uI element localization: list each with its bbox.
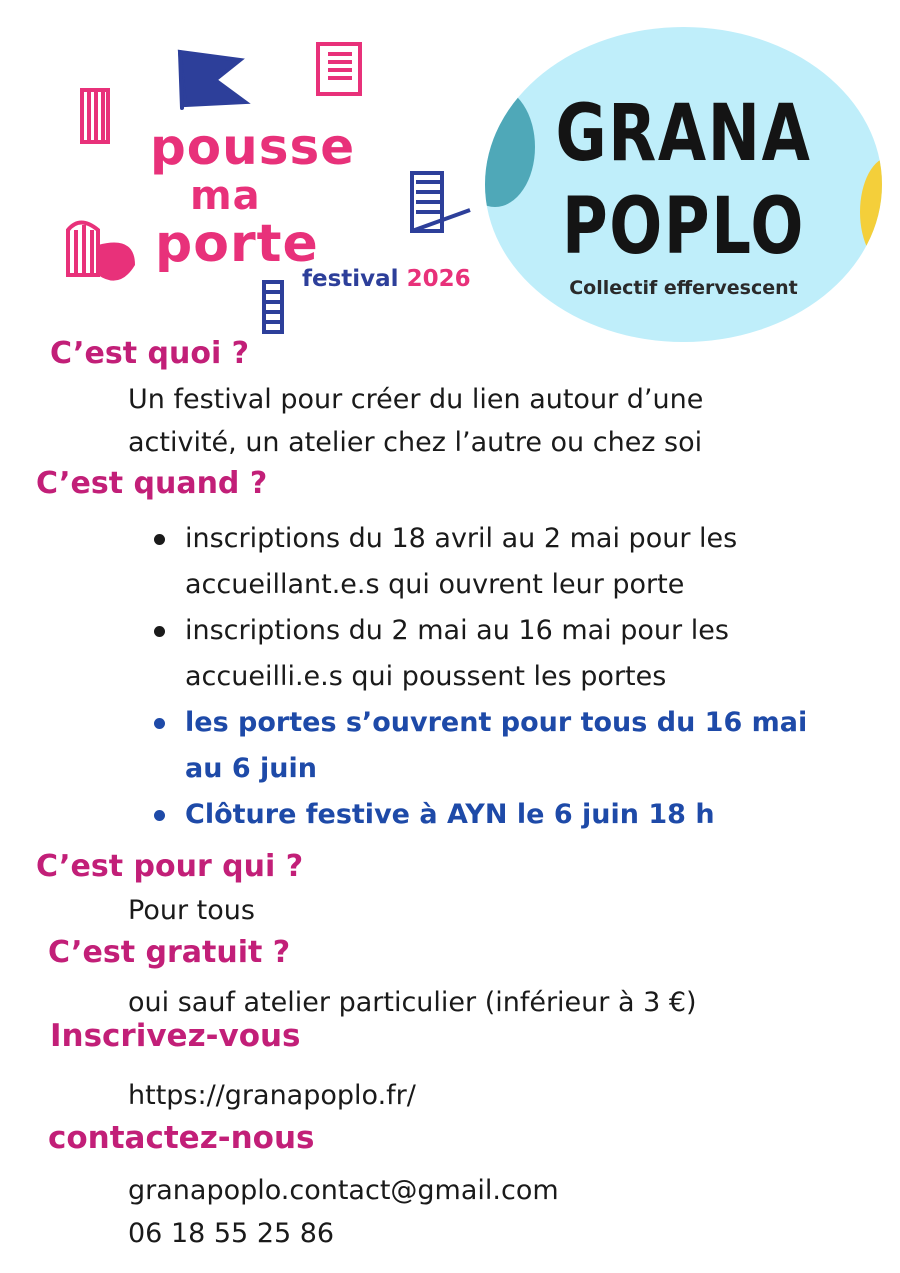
bullet-icon bbox=[154, 626, 165, 637]
quand-list bbox=[150, 516, 890, 838]
heading-gratuit: C’est gratuit ? bbox=[48, 935, 291, 970]
list-item bbox=[150, 792, 890, 838]
contact-details bbox=[128, 1169, 559, 1255]
heading-quand: C’est quand ? bbox=[36, 466, 268, 501]
grana-poplo-logo bbox=[485, 27, 882, 342]
festival-year: 2026 bbox=[406, 266, 471, 292]
list-item bbox=[150, 516, 890, 608]
grana-logo-line2: POPLO bbox=[561, 182, 806, 272]
festival-word: festival bbox=[302, 266, 399, 292]
heading-contact: contactez-nous bbox=[48, 1120, 315, 1156]
list-item bbox=[150, 700, 890, 792]
contact-email[interactable]: granapoplo.contact@gmail.com bbox=[128, 1175, 559, 1206]
list-item-line: au 6 juin bbox=[185, 753, 317, 784]
quoi-line-2: activité, un atelier chez l’autre ou chez soi bbox=[128, 427, 703, 458]
festival-logo-line1: pousse bbox=[150, 118, 356, 176]
list-item-line: accueillant.e.s qui ouvrent leur porte bbox=[185, 569, 685, 600]
bullet-icon bbox=[154, 718, 165, 729]
list-item-line: inscriptions du 18 avril au 2 mai pour les bbox=[185, 523, 738, 554]
heading-quoi: C’est quoi ? bbox=[50, 336, 250, 371]
list-item bbox=[150, 608, 890, 700]
website-link[interactable]: https://granapoplo.fr/ bbox=[128, 1080, 416, 1111]
list-item-line: les portes s’ouvrent pour tous du 16 mai bbox=[185, 707, 808, 738]
heading-inscrivez: Inscrivez-vous bbox=[50, 1018, 301, 1054]
grana-logo-line1: GRANA bbox=[555, 89, 812, 179]
list-item-line: inscriptions du 2 mai au 16 mai pour les bbox=[185, 615, 729, 646]
festival-logo-line3: porte bbox=[155, 214, 319, 274]
list-item-line: accueilli.e.s qui poussent les portes bbox=[185, 661, 667, 692]
list-item-line: Clôture festive à AYN le 6 juin 18 h bbox=[185, 799, 715, 830]
festival-logo-year-line bbox=[302, 266, 471, 292]
bullet-icon bbox=[154, 810, 165, 821]
quoi-text bbox=[128, 378, 703, 464]
bullet-icon bbox=[154, 534, 165, 545]
festival-logo-doodles-icon bbox=[40, 30, 500, 340]
logo-blob-yellow bbox=[860, 157, 882, 267]
festival-logo-line2: ma bbox=[190, 173, 261, 219]
contact-phone[interactable]: 06 18 55 25 86 bbox=[128, 1218, 335, 1249]
festival-logo bbox=[40, 30, 500, 340]
heading-pour-qui: C’est pour qui ? bbox=[36, 849, 304, 884]
grana-logo-tagline: Collectif effervescent bbox=[569, 277, 798, 299]
gratuit-text: oui sauf atelier particulier (inférieur à 3 €) bbox=[128, 987, 697, 1018]
pour-qui-text: Pour tous bbox=[128, 895, 255, 926]
quoi-line-1: Un festival pour créer du lien autour d’une bbox=[128, 384, 704, 415]
